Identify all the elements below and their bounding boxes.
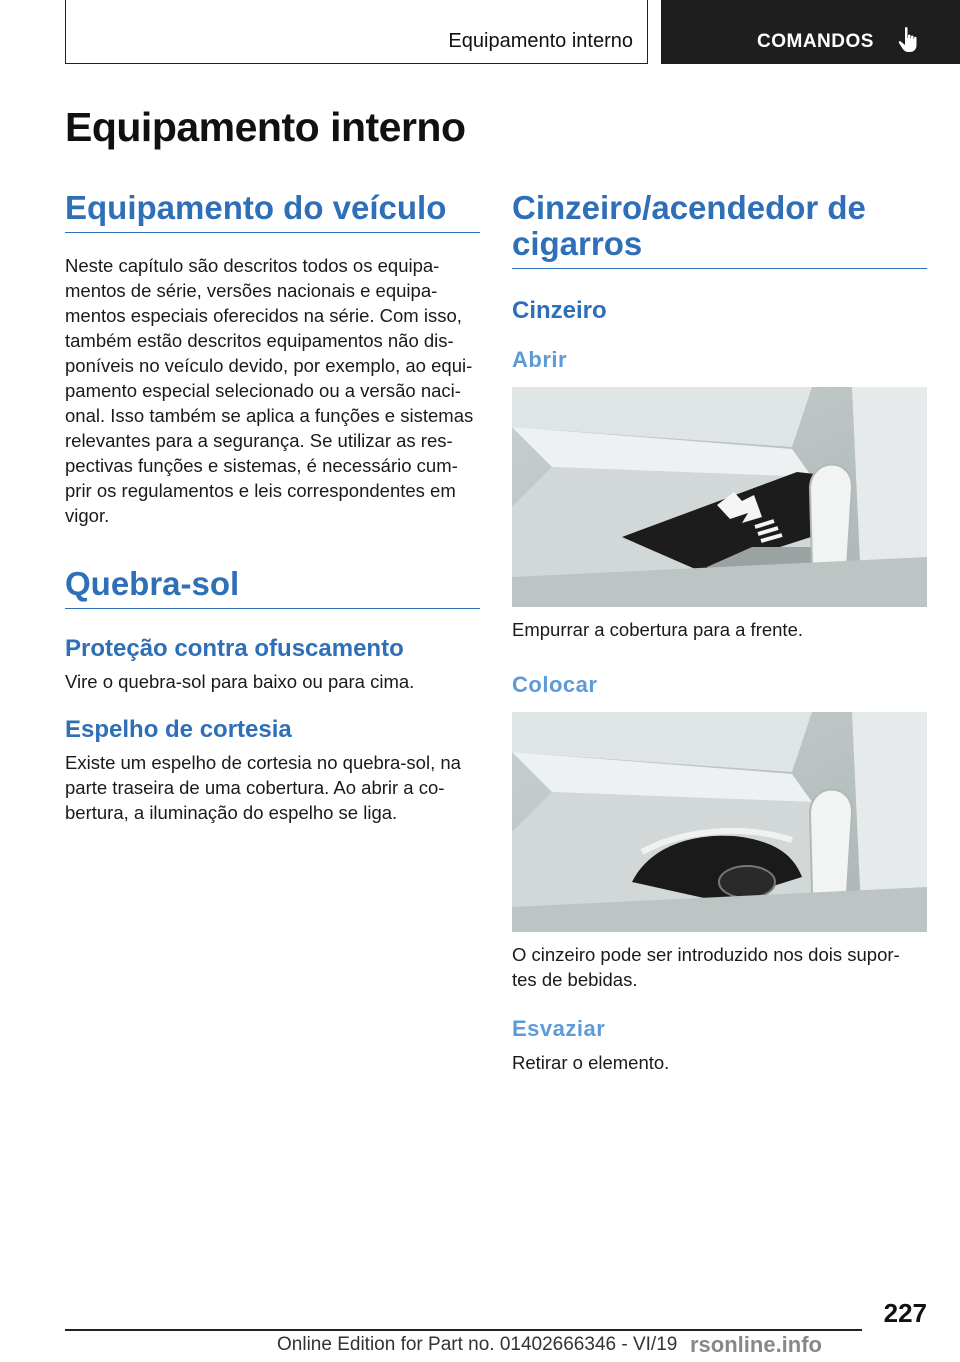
heading-vanity-mirror: Espelho de cortesia <box>65 716 292 743</box>
heading-ashtray: Cinzeiro <box>512 297 607 324</box>
header-section-tab <box>661 0 960 64</box>
paragraph-insert <box>512 942 927 992</box>
footer-watermark: rsonline.info <box>690 1332 822 1357</box>
text-line: prir os regulamentos e leis correspondentes em <box>65 480 456 501</box>
text-line: pamento especial selecionado ou a versão naci- <box>65 380 461 401</box>
paragraph-empty: Retirar o elemento. <box>512 1052 670 1073</box>
heading-vehicle-equipment: Equipamento do veículo <box>65 190 480 233</box>
text-line: relevantes para a segurança. Se utilizar as res- <box>65 430 453 451</box>
heading-open: Abrir <box>512 347 568 372</box>
page-title: Equipamento interno <box>65 104 466 150</box>
heading-glare-protection: Proteção contra ofuscamento <box>65 635 404 662</box>
footer-edition: Online Edition for Part no. 01402666346 - VI/19 <box>277 1334 678 1355</box>
heading-empty: Esvaziar <box>512 1016 606 1041</box>
text-line: também estão descritos equipamentos não dis- <box>65 330 454 351</box>
heading-ashtray-lighter <box>512 190 927 269</box>
paragraph-vehicle-equipment <box>65 253 480 528</box>
paragraph-open: Empurrar a cobertura para a frente. <box>512 619 804 640</box>
right-column <box>512 190 927 1075</box>
heading-insert: Colocar <box>512 672 598 697</box>
text-line: parte traseira de uma cobertura. Ao abrir a co- <box>65 777 445 798</box>
heading-line: Cinzeiro/acendedor de <box>512 189 866 226</box>
text-line: O cinzeiro pode ser introduzido nos dois supor- <box>512 944 900 965</box>
heading-line: cigarros <box>512 225 643 262</box>
text-line: vigor. <box>65 505 110 526</box>
header-chapter-box <box>65 0 648 64</box>
footer-divider <box>65 1329 862 1331</box>
ashtray-open-illustration <box>512 387 927 607</box>
paragraph-glare-protection: Vire o quebra-sol para baixo ou para cima. <box>65 671 415 692</box>
text-line: pectivas funções e sistemas, é necessário cum- <box>65 455 458 476</box>
text-line: mentos de série, versões nacionais e equipa- <box>65 280 438 301</box>
header-section-title: COMANDOS <box>757 31 874 52</box>
page-number: 227 <box>883 1298 927 1328</box>
ashtray-insert-illustration <box>512 712 927 932</box>
hand-pointer-icon <box>897 26 921 54</box>
header-chapter-title: Equipamento interno <box>448 30 633 52</box>
text-line: bertura, a iluminação do espelho se liga. <box>65 802 398 823</box>
left-column <box>65 190 480 825</box>
text-line: onal. Isso também se aplica a funções e sistemas <box>65 405 474 426</box>
paragraph-vanity-mirror <box>65 750 480 825</box>
text-line: mentos especiais oferecidos na série. Com isso, <box>65 305 462 326</box>
heading-sun-visor: Quebra-sol <box>65 566 480 609</box>
text-line: Neste capítulo são descritos todos os equipa- <box>65 255 440 276</box>
text-line: tes de bebidas. <box>512 969 638 990</box>
text-line: Existe um espelho de cortesia no quebra-sol, na <box>65 752 461 773</box>
text-line: poníveis no veículo devido, por exemplo, ao equi- <box>65 355 473 376</box>
